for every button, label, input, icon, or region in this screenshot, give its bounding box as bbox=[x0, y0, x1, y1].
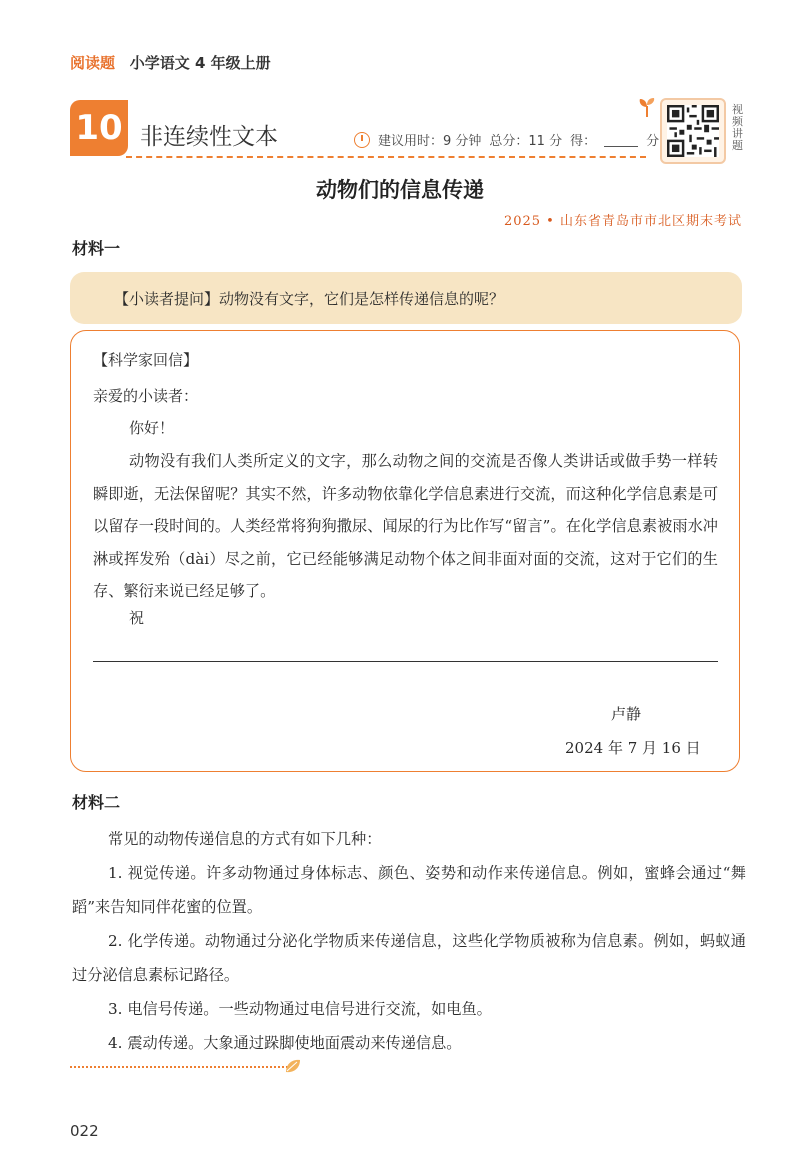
letter-greeting: 亲爱的小读者： bbox=[93, 387, 199, 405]
letter-hello: 你好！ bbox=[129, 419, 175, 437]
material2-intro: 常见的动物传递信息的方式有如下几种： bbox=[108, 830, 382, 848]
letter-signer: 卢静 bbox=[611, 705, 642, 723]
time-label: 建议用时：9 分钟 bbox=[378, 134, 482, 149]
got-label: 得： bbox=[570, 134, 597, 149]
sprout-icon bbox=[636, 96, 658, 118]
score-label: 总分：11 分 bbox=[489, 134, 563, 149]
letter-wish: 祝 bbox=[129, 609, 145, 627]
list-item: 3. 电信号传递。一些动物通过电信号进行交流，如电鱼。 bbox=[108, 1000, 492, 1018]
list-item: 4. 震动传递。大象通过跺脚使地面震动来传递信息。 bbox=[108, 1034, 462, 1052]
letter-box bbox=[70, 330, 740, 772]
video-label: 视频讲题 bbox=[732, 103, 743, 152]
footer-divider bbox=[70, 1066, 288, 1068]
material2-label: 材料二 bbox=[72, 793, 121, 812]
page-title: 动物们的信息传递 bbox=[316, 177, 484, 202]
letter-tag: 【科学家回信】 bbox=[93, 351, 199, 369]
material1-label: 材料一 bbox=[72, 239, 121, 258]
list-item: 1. 视觉传递。许多动物通过身体标志、颜色、姿势和动作来传递信息。例如，蜜蜂会通过“舞蹈”来告知同伴花蜜的位置。 bbox=[72, 864, 746, 916]
header-book: 小学语文 4 年级上册 bbox=[129, 54, 271, 72]
lesson-meta bbox=[354, 130, 659, 149]
header-tag: 阅读题 bbox=[70, 54, 116, 72]
score-blank[interactable] bbox=[604, 132, 638, 147]
answer-line[interactable] bbox=[93, 661, 718, 662]
qr-code[interactable] bbox=[660, 98, 726, 164]
qr-code-icon bbox=[667, 105, 719, 157]
page-number: 022 bbox=[70, 1122, 99, 1140]
question-bar bbox=[70, 272, 742, 324]
score-unit: 分 bbox=[646, 134, 660, 149]
letter-date: 2024 年 7 月 16 日 bbox=[565, 739, 701, 757]
list-item: 2. 化学传递。动物通过分泌化学物质来传递信息，这些化学物质被称为信息素。例如，蚂蚁通过分泌信息素标记路径。 bbox=[72, 932, 746, 984]
material2-text bbox=[72, 822, 746, 1060]
running-header bbox=[70, 52, 271, 73]
lesson-title: 非连续性文本 bbox=[140, 124, 278, 150]
reader-question: 【小读者提问】动物没有文字，它们是怎样传递信息的呢？ bbox=[114, 289, 505, 308]
leaf-icon bbox=[284, 1058, 302, 1074]
lesson-number: 10 bbox=[70, 100, 128, 156]
letter-body: 动物没有我们人类所定义的文字，那么动物之间的交流是否像人类讲话或做手势一样转瞬即逝，无法保留呢？其实不然，许多动物依靠化学信息素进行交流，而这种化学信息素是可以留存一段时间的。人类经常将狗狗撒尿、闻尿的行为比作写“留言”。在化学信息素被雨水冲淋或挥发殆（dài）尽之前，它已经能够满足动物个体之间非面对面的交流，这对于它们的生存、繁衍来说已经足够了。 bbox=[93, 452, 718, 600]
title-divider bbox=[126, 156, 646, 158]
exam-source: 2025 • 山东省青岛市市北区期末考试 bbox=[503, 214, 742, 229]
clock-icon bbox=[354, 132, 370, 148]
